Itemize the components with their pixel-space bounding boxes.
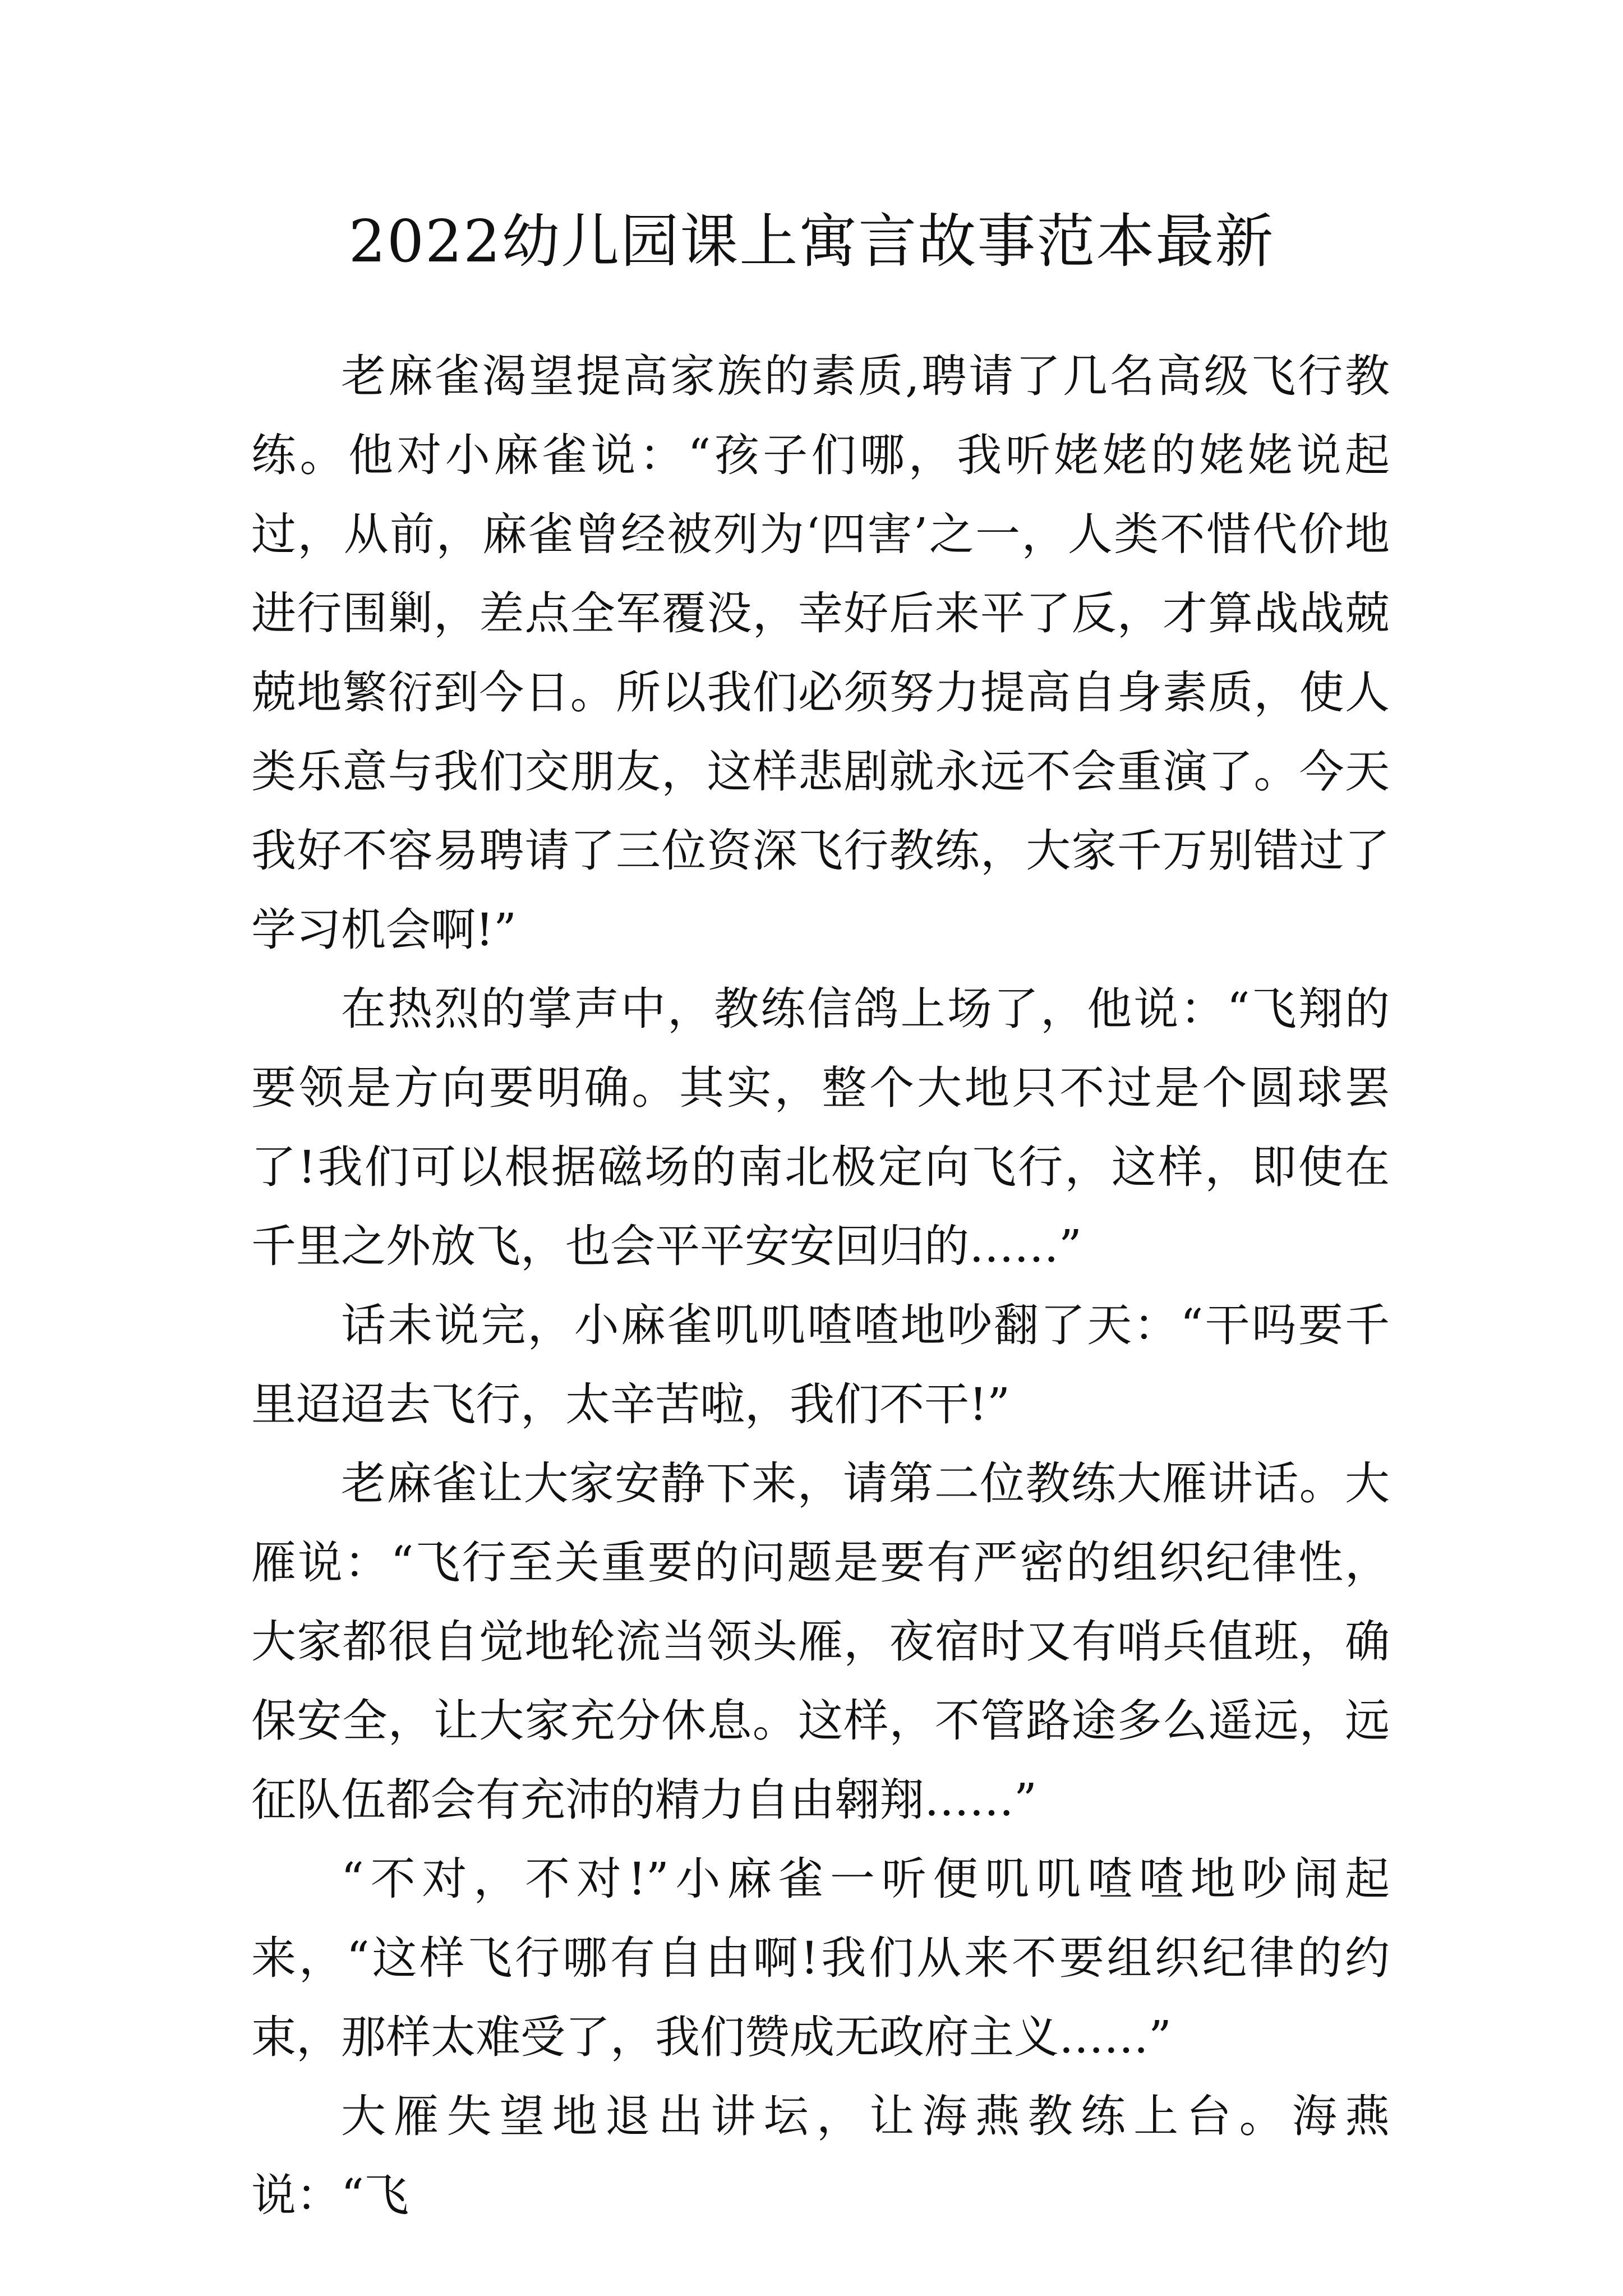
paragraph: 老麻雀渴望提高家族的素质,聘请了几名高级飞行教练。他对小麻雀说：“孩子们哪，我听姥姥的姥姥说起过，从前，麻雀曾经被列为‘四害’之一，人类不惜代价地进行围剿，差点全军覆没，幸好后来平了反，才算战战兢兢地繁衍到今日。所以我们必须努力提高自身素质，使人类乐意与我们交朋友，这样悲剧就永远不会重演了。今天我好不容易聘请了三位资深飞行教练，大家千万别错过了学习机会啊!” [251, 350, 1390, 956]
document-body [251, 337, 1390, 2235]
document-title: 2022幼儿园课上寓言故事范本最新 [348, 207, 1275, 275]
paragraph: 老麻雀让大家安静下来，请第二位教练大雁讲话。大雁说：“飞行至关重要的问题是要有严密的组织纪律性，大家都很自觉地轮流当领头雁，夜宿时又有哨兵值班，确保安全，让大家充分休息。这样，不管路途多么遥远，远征队伍都会有充沛的精力自由翱翔……” [251, 1457, 1390, 1826]
paragraph: “不对，不对!”小麻雀一听便叽叽喳喳地吵闹起来，“这样飞行哪有自由啊!我们从来不要组织纪律的约束，那样太难受了，我们赞成无政府主义……” [251, 1853, 1390, 2063]
paragraph: 在热烈的掌声中，教练信鸽上场了，他说：“飞翔的要领是方向要明确。其实，整个大地只不过是个圆球罢了!我们可以根据磁场的南北极定向飞行，这样，即使在千里之外放飞，也会平平安安回归的……” [251, 983, 1390, 1272]
paragraph: 话未说完，小麻雀叽叽喳喳地吵翻了天：“干吗要千里迢迢去飞行，太辛苦啦，我们不干!” [251, 1299, 1390, 1430]
paragraph: 大雁失望地退出讲坛，让海燕教练上台。海燕说：“飞 [251, 2090, 1390, 2221]
